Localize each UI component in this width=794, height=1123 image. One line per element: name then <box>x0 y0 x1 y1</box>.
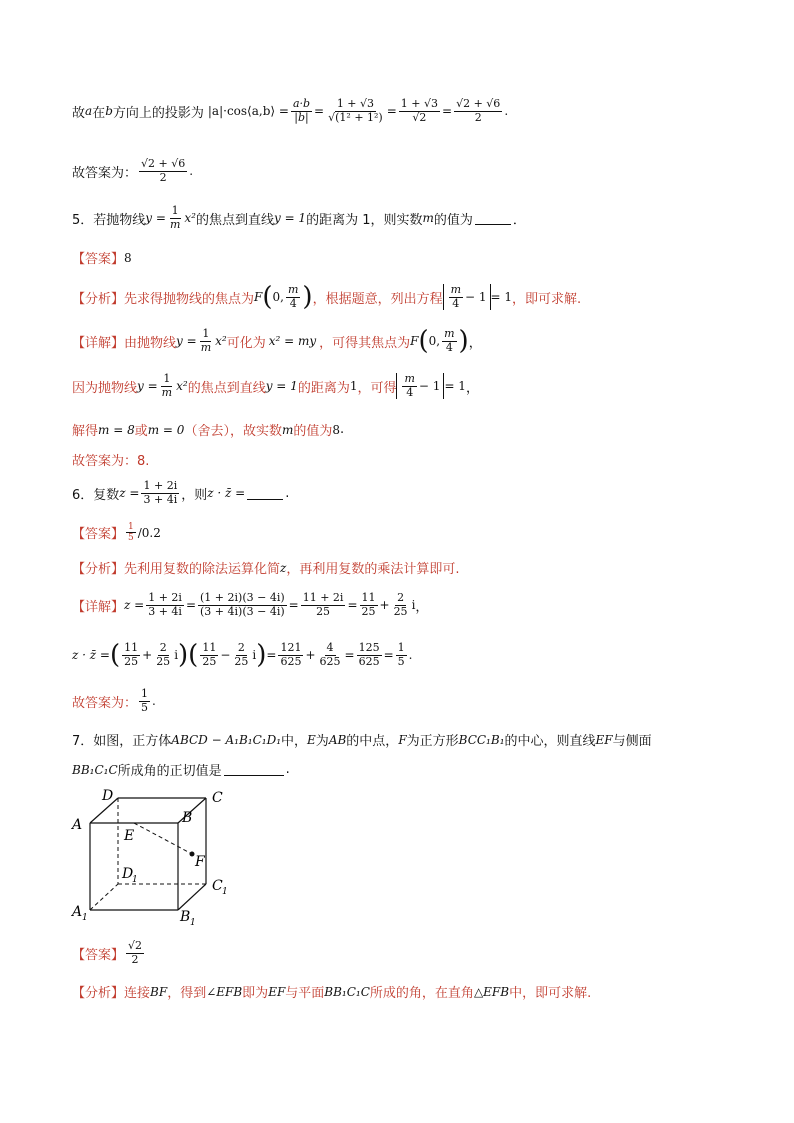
period: . <box>285 762 290 777</box>
label-A: A <box>72 817 83 833</box>
math: EF <box>595 732 613 747</box>
fraction <box>399 98 440 124</box>
fraction <box>402 373 416 399</box>
fraction <box>286 284 300 310</box>
numerator: 2 <box>397 591 405 604</box>
denominator: 25 <box>156 654 171 668</box>
numerator: √2 + √6 <box>141 157 186 170</box>
math: AB <box>328 732 347 747</box>
text: 由抛物线 <box>124 335 177 351</box>
math: y = <box>145 211 166 226</box>
text: 连接 <box>124 986 151 1001</box>
math: = 1 <box>444 379 466 394</box>
text: 5．若抛物线 <box>72 212 146 228</box>
numerator: 1 + √3 <box>400 97 439 110</box>
text: 7．如图，正方体 <box>72 734 172 749</box>
math: m = 8 <box>98 422 135 437</box>
label-E: E <box>124 828 135 844</box>
period: . <box>189 164 194 179</box>
denominator: 4 <box>406 385 414 399</box>
numerator: 1 <box>171 204 179 217</box>
text: 的距离为 1，则实数 <box>306 212 423 228</box>
numerator: (1 + 2i)(3 − 4i) <box>200 591 285 604</box>
math: 8 <box>332 422 340 437</box>
fraction <box>199 328 213 354</box>
math: − 1 <box>418 379 441 394</box>
denominator: 625 <box>358 654 380 668</box>
denominator: 625 <box>280 654 302 668</box>
answer-6-final <box>72 688 156 714</box>
denominator: 25 <box>361 604 376 618</box>
math: 1 <box>349 379 358 394</box>
denominator: 25 <box>393 604 408 618</box>
hidden-edge <box>90 884 118 910</box>
fraction <box>139 158 187 184</box>
fraction <box>232 642 250 668</box>
text: 故答案为： <box>72 165 138 181</box>
answer-line <box>72 158 193 184</box>
label-C1: C <box>212 878 223 894</box>
paren-close: ) <box>458 326 469 357</box>
math: x² <box>215 334 227 349</box>
text: 与侧面 <box>612 734 652 749</box>
label-B1: B <box>180 909 191 925</box>
subscript: 1 <box>190 918 196 928</box>
answer-blank[interactable] <box>475 212 511 225</box>
text: （舍去），故实数 <box>184 424 282 439</box>
text: 可化为 <box>226 335 266 351</box>
denominator: 25 <box>316 604 331 618</box>
denominator: 25 <box>124 654 139 668</box>
text: 中， <box>281 734 308 749</box>
denominator: 25 <box>202 654 217 668</box>
math: m = 0 <box>147 422 185 437</box>
math: x² = my <box>268 334 317 349</box>
subscript: 1 <box>132 875 138 885</box>
fraction <box>318 642 343 668</box>
text: 的距离为 <box>297 380 350 396</box>
text: 中，即可求解. <box>509 986 592 1001</box>
math: ∠EFB <box>206 984 243 999</box>
text: ，再利用复数的乘法计算即可. <box>286 562 460 577</box>
subscript: 1 <box>82 913 88 923</box>
answer-6 <box>72 522 161 544</box>
denominator: 4 <box>445 340 453 354</box>
math: z = <box>119 486 140 501</box>
period: ． <box>512 212 526 228</box>
fraction <box>454 98 502 124</box>
numerator: √2 <box>128 939 143 952</box>
abs-value <box>443 284 491 310</box>
math: 0, <box>428 334 441 349</box>
math: △EFB <box>473 984 510 999</box>
math: EF <box>268 984 286 999</box>
text: 的值为 <box>433 212 473 228</box>
text: 6．复数 <box>72 487 120 503</box>
math: + <box>379 598 390 613</box>
math: y = <box>137 379 158 394</box>
answer-5-final <box>72 450 149 469</box>
label-D: D <box>102 788 114 804</box>
label-A1: A <box>72 904 83 920</box>
denominator: 2 <box>474 110 482 124</box>
fraction <box>200 642 218 668</box>
math: BB₁C₁C <box>324 984 370 999</box>
denominator: √(1² + 1²) <box>328 110 383 124</box>
segment-EF <box>134 823 192 854</box>
text: ，可得其焦点为 <box>319 335 411 351</box>
label-C: C <box>212 790 223 806</box>
fraction <box>442 328 456 354</box>
denominator: 4 <box>289 296 297 310</box>
denominator: 2 <box>159 170 167 184</box>
denominator: (3 + 4i)(3 − 4i) <box>200 604 285 618</box>
math: y = <box>176 334 197 349</box>
denominator: 5 <box>141 700 149 714</box>
period: . <box>408 648 413 663</box>
text: ，根据题意，列出方程 <box>312 291 443 307</box>
equals: = <box>386 104 397 119</box>
math: m <box>281 422 294 437</box>
text: 因为抛物线 <box>72 380 138 396</box>
fraction <box>449 284 463 310</box>
analysis-6 <box>72 558 460 577</box>
detail-5-line2 <box>72 373 479 399</box>
paren-close: ) <box>302 282 313 313</box>
math: BCC₁B₁ <box>458 732 505 747</box>
numerator: 2 <box>159 641 167 654</box>
paren-open: ( <box>418 326 429 357</box>
denominator: m <box>200 340 212 354</box>
edge <box>178 884 206 910</box>
text: 的焦点到直线 <box>195 212 274 228</box>
text: 的中点， <box>346 734 399 749</box>
text: 先求得抛物线的焦点为 <box>124 291 255 307</box>
text: 所成的角，在直角 <box>369 986 474 1001</box>
projection-line <box>72 98 508 124</box>
text: 在 <box>92 105 106 121</box>
numerator: 11 <box>361 591 376 604</box>
denominator: 5 <box>397 654 405 668</box>
denominator: 3 + 4i <box>148 604 182 618</box>
detail-5-line3 <box>72 420 344 439</box>
math: /0.2 <box>137 525 161 540</box>
math: F <box>398 732 407 747</box>
period: . <box>152 694 156 709</box>
detail-6-line2: z · z̄ = ( $\frac{11}{25}$ + $\frac{2}{25}$ i )( $\frac{11}{25}$ − $\frac{2}{25}$ i ) = $\frac{121}{625}$ + $\frac{4}{625}$ = $\frac{125}{625}$ = $\frac{1}{5}$ . <box>72 640 413 671</box>
math: x² <box>176 379 188 394</box>
math: − 1 <box>465 290 487 305</box>
paren-open: ( <box>262 282 273 313</box>
text: 的值为 <box>293 424 333 439</box>
equals: = <box>442 104 453 119</box>
fraction <box>198 592 287 618</box>
numerator: √2 + √6 <box>456 97 501 110</box>
denominator: |b| <box>294 110 309 124</box>
text: 或 <box>134 424 148 439</box>
numerator: 11 <box>202 641 217 654</box>
period: . <box>285 485 290 501</box>
math: F <box>410 334 419 349</box>
period: . <box>504 104 509 119</box>
fraction <box>278 642 303 668</box>
fraction <box>160 373 174 399</box>
fraction <box>126 522 136 544</box>
question-7 <box>72 730 652 749</box>
text: 即为 <box>242 986 269 1001</box>
analysis-7 <box>72 982 591 1001</box>
text: 与平面 <box>285 986 325 1001</box>
text: ，即可求解. <box>512 291 582 307</box>
denominator: √2 <box>412 110 427 124</box>
numerator: 121 <box>280 641 302 654</box>
denominator: 2 <box>131 952 139 966</box>
fraction <box>392 592 410 618</box>
text: ， <box>465 380 479 396</box>
text: 先利用复数的除法运算化简 <box>124 562 281 577</box>
fraction <box>301 592 346 618</box>
subscript: 1 <box>222 887 228 897</box>
question-6 <box>72 480 289 506</box>
math: ABCD − A₁B₁C₁D₁ <box>171 732 282 747</box>
question-7-line2 <box>72 760 290 779</box>
math: y = 1 <box>273 211 307 226</box>
math: F <box>254 290 263 305</box>
label-F: F <box>195 854 205 870</box>
math: BB₁C₁C <box>72 762 118 777</box>
point-F <box>190 852 195 857</box>
math: z <box>280 560 287 575</box>
fraction <box>126 940 144 966</box>
denominator: 4 <box>452 296 460 310</box>
numerator: 11 <box>124 641 139 654</box>
fraction <box>326 98 385 124</box>
fraction <box>146 592 184 618</box>
denominator: 3 + 4i <box>143 492 178 506</box>
numerator: 4 <box>326 641 334 654</box>
answer-7 <box>72 940 146 966</box>
text: ， <box>415 599 429 615</box>
answer-tag: 【答案】 <box>72 252 125 267</box>
vec-b: b <box>105 104 113 119</box>
detail-tag: 【详解】 <box>72 599 125 615</box>
answer-tag: 【答案】 <box>72 947 125 963</box>
numerator: 1 + √3 <box>336 97 375 110</box>
math: m <box>422 211 434 226</box>
text: 为正方形 <box>406 734 459 749</box>
answer-blank[interactable] <box>247 487 283 500</box>
numerator: 1 <box>141 687 149 700</box>
detail-5 <box>72 326 482 357</box>
math: y = 1 <box>265 379 298 394</box>
denominator: 25 <box>234 654 249 668</box>
analysis-tag: 【分析】 <box>72 986 125 1001</box>
numerator: 1 <box>397 641 405 654</box>
label-D1: D <box>122 866 134 882</box>
fraction <box>357 642 382 668</box>
analysis-5 <box>72 282 582 313</box>
question-5 <box>72 205 526 231</box>
label-B: B <box>182 810 193 826</box>
detail-tag: 【详解】 <box>72 335 125 351</box>
equals: = <box>314 104 325 119</box>
numerator: 125 <box>358 641 380 654</box>
fraction <box>139 688 150 714</box>
cube-figure <box>68 786 248 936</box>
text: 的焦点到直线 <box>187 380 266 396</box>
text: ，得到 <box>167 986 207 1001</box>
abs-value <box>396 373 444 399</box>
vec-a: a <box>85 104 93 119</box>
text: ，可得 <box>357 380 397 396</box>
text: 方向上的投影为 <box>112 105 204 121</box>
fraction <box>291 98 312 124</box>
numerator: 1 + 2i <box>143 479 178 492</box>
answer-tag: 【答案】 <box>72 527 125 543</box>
math: i <box>411 598 416 613</box>
numerator: m <box>404 372 415 385</box>
text: 的中心，则直线 <box>504 734 596 749</box>
numerator: 11 + 2i <box>302 591 344 604</box>
answer-5 <box>72 248 132 267</box>
text: ， <box>468 335 482 351</box>
math: = 1 <box>490 290 513 305</box>
analysis-tag: 【分析】 <box>72 562 125 577</box>
denominator: 625 <box>319 654 341 668</box>
detail-6: 【详解】 z = $\frac{1 + 2i}{3 + 4i}$ = $\frac{(1 + 2i)(3 - 4i)}{(3 + 4i)(3 - 4i)}$ = $\frac{11 + 2i}{25}$ = $\frac{11}{25}$ + $\frac{2}{25}$ i ， <box>72 591 429 618</box>
text: 所成角的正切值是 <box>117 764 222 779</box>
denominator: m <box>161 385 173 399</box>
numerator: a·b <box>292 97 311 110</box>
period: . <box>340 422 345 437</box>
text: 解得 <box>72 424 99 439</box>
math: z · z̄ = <box>207 486 246 501</box>
math: BF <box>150 984 168 999</box>
analysis-tag: 【分析】 <box>72 291 125 307</box>
answer-value: 8 <box>124 250 132 265</box>
math: z = <box>124 598 145 613</box>
answer-blank[interactable] <box>224 763 284 776</box>
numerator: m <box>450 283 462 296</box>
fraction <box>396 642 407 668</box>
numerator: 1 <box>163 372 171 385</box>
numerator: m <box>444 327 455 340</box>
math: E <box>307 732 316 747</box>
math: 0, <box>272 290 284 305</box>
text: 故答案为： <box>72 695 138 711</box>
fraction <box>154 642 172 668</box>
text: ，则 <box>181 487 208 503</box>
text: 故 <box>72 105 86 121</box>
denominator: 5 <box>128 533 134 544</box>
expr: |a|·cos⟨a,b⟩ = <box>207 104 289 119</box>
fraction <box>122 642 140 668</box>
denominator: m <box>169 217 181 231</box>
numerator: 1 + 2i <box>148 591 182 604</box>
math: x² <box>184 211 196 226</box>
fraction <box>141 480 179 506</box>
numerator: 2 <box>237 641 245 654</box>
math: z · z̄ = <box>72 648 110 663</box>
numerator: 1 <box>128 522 134 532</box>
text: 故答案为：8. <box>72 454 150 469</box>
fraction <box>360 592 378 618</box>
text: 为 <box>315 734 329 749</box>
numerator: 1 <box>202 327 210 340</box>
numerator: m <box>287 283 299 296</box>
fraction <box>168 205 182 231</box>
